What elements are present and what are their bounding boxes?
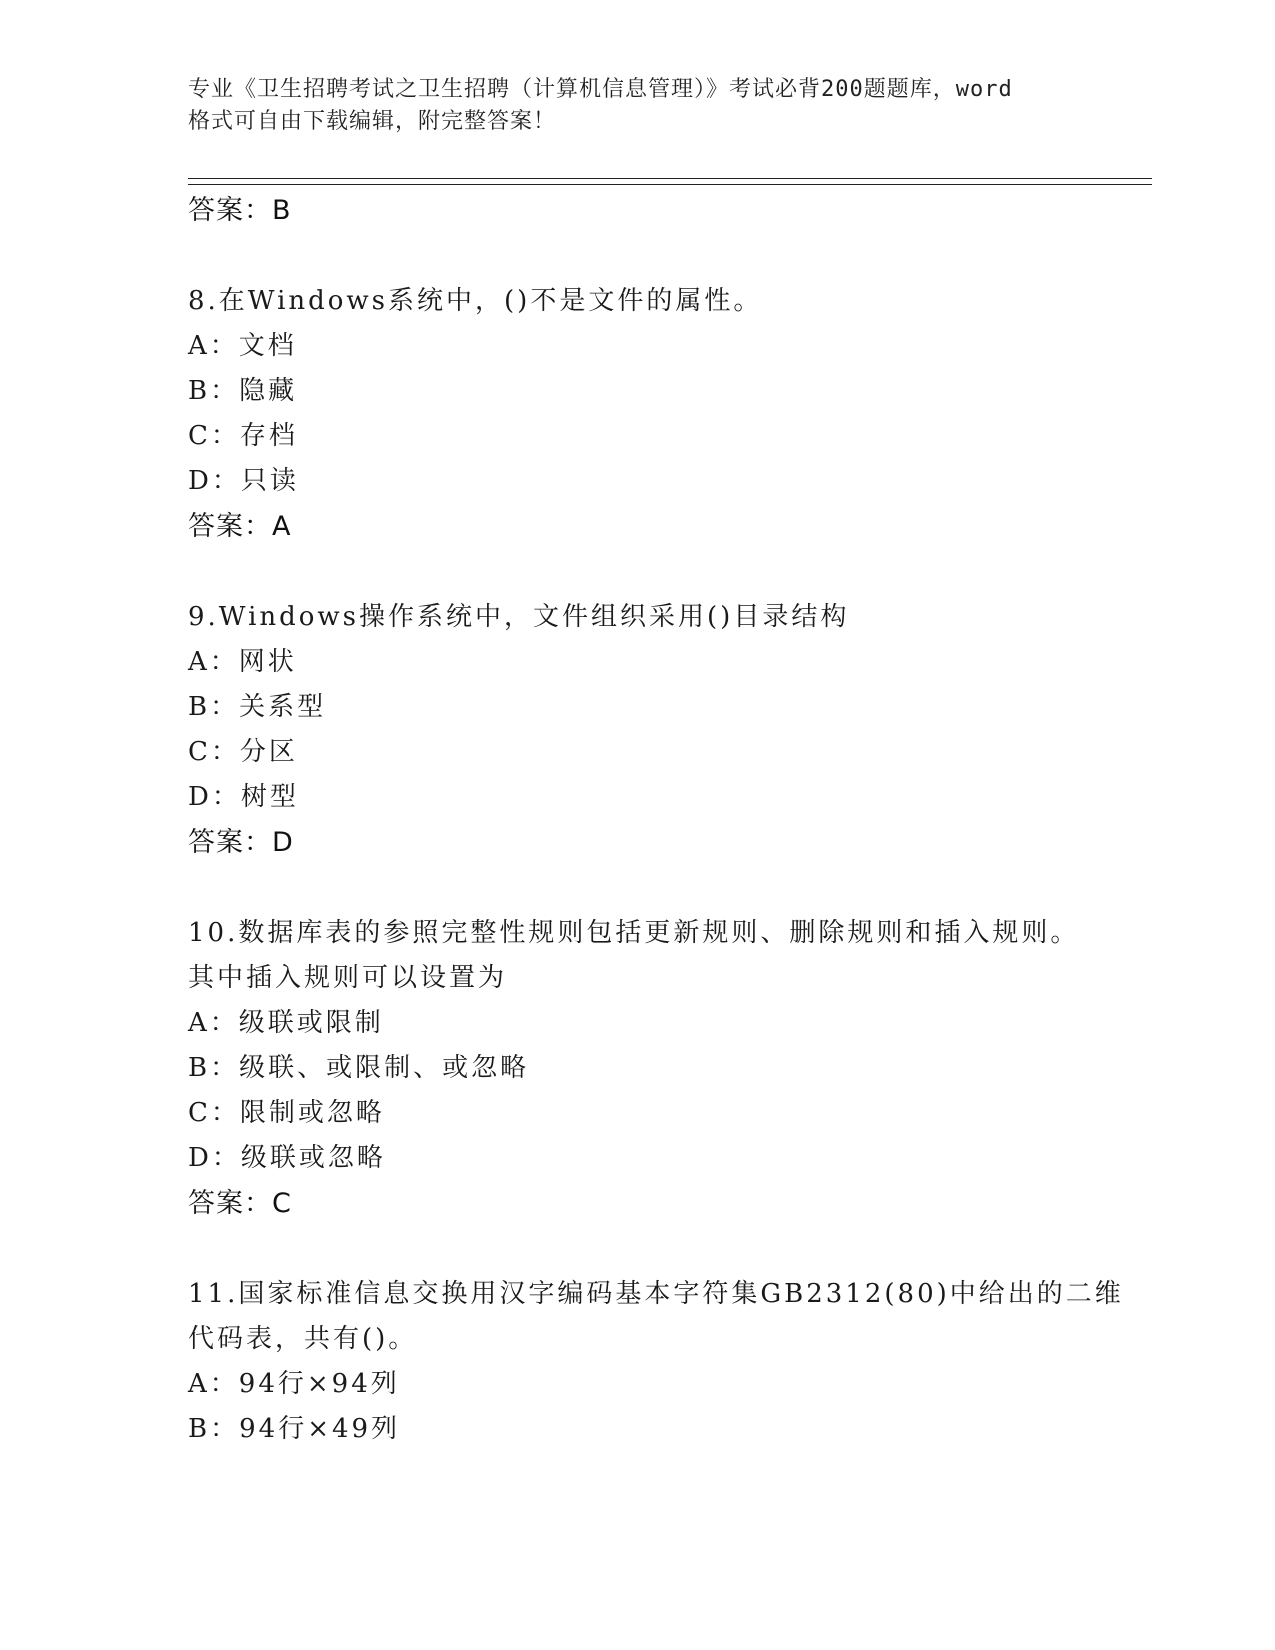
spacer — [188, 233, 1148, 279]
spacer — [188, 1226, 1148, 1272]
answer: 答案：C — [188, 1188, 292, 1219]
spacer — [188, 549, 1148, 595]
option-a: A：文档 — [188, 331, 297, 361]
answer: 答案：A — [188, 511, 292, 542]
document-header — [188, 74, 1088, 138]
option-b: B：级联、或限制、或忽略 — [188, 1053, 530, 1083]
header-line-1: 专业《卫生招聘考试之卫生招聘（计算机信息管理）》考试必背200题题库，word — [188, 77, 1013, 102]
option-d: D：级联或忽略 — [188, 1143, 386, 1173]
question-text-line-2: 代码表，共有()。 — [188, 1324, 418, 1354]
question-text-line-2: 其中插入规则可以设置为 — [188, 963, 508, 993]
question-text-line-1: 10.数据库表的参照完整性规则包括更新规则、删除规则和插入规则。 — [188, 918, 1080, 948]
question-10 — [188, 911, 1148, 1226]
option-d: D：只读 — [188, 466, 299, 496]
option-a: A：94行×94列 — [188, 1369, 400, 1399]
option-b: B：关系型 — [188, 692, 327, 722]
header-divider-bottom — [188, 184, 1152, 185]
question-text: 8.在Windows系统中，()不是文件的属性。 — [188, 286, 763, 316]
question-text-line-1: 11.国家标准信息交换用汉字编码基本字符集GB2312(80)中给出的二维 — [188, 1279, 1124, 1309]
answer: 答案：D — [188, 827, 294, 858]
option-a: A：网状 — [188, 647, 297, 677]
option-a: A：级联或限制 — [188, 1008, 384, 1038]
option-c: C：分区 — [188, 737, 298, 767]
header-line-2: 格式可自由下载编辑，附完整答案！ — [188, 109, 557, 134]
question-text: 9.Windows操作系统中，文件组织采用()目录结构 — [188, 602, 850, 632]
option-d: D：树型 — [188, 782, 299, 812]
option-c: C：存档 — [188, 421, 298, 451]
option-b: B：隐藏 — [188, 376, 298, 406]
option-c: C：限制或忽略 — [188, 1098, 385, 1128]
question-9 — [188, 595, 1148, 865]
question-list — [188, 188, 1148, 1452]
answer-q7: 答案：B — [188, 195, 292, 226]
spacer — [188, 865, 1148, 911]
question-11 — [188, 1272, 1148, 1452]
option-b: B：94行×49列 — [188, 1414, 401, 1444]
header-divider-top — [188, 178, 1152, 179]
question-8 — [188, 279, 1148, 549]
